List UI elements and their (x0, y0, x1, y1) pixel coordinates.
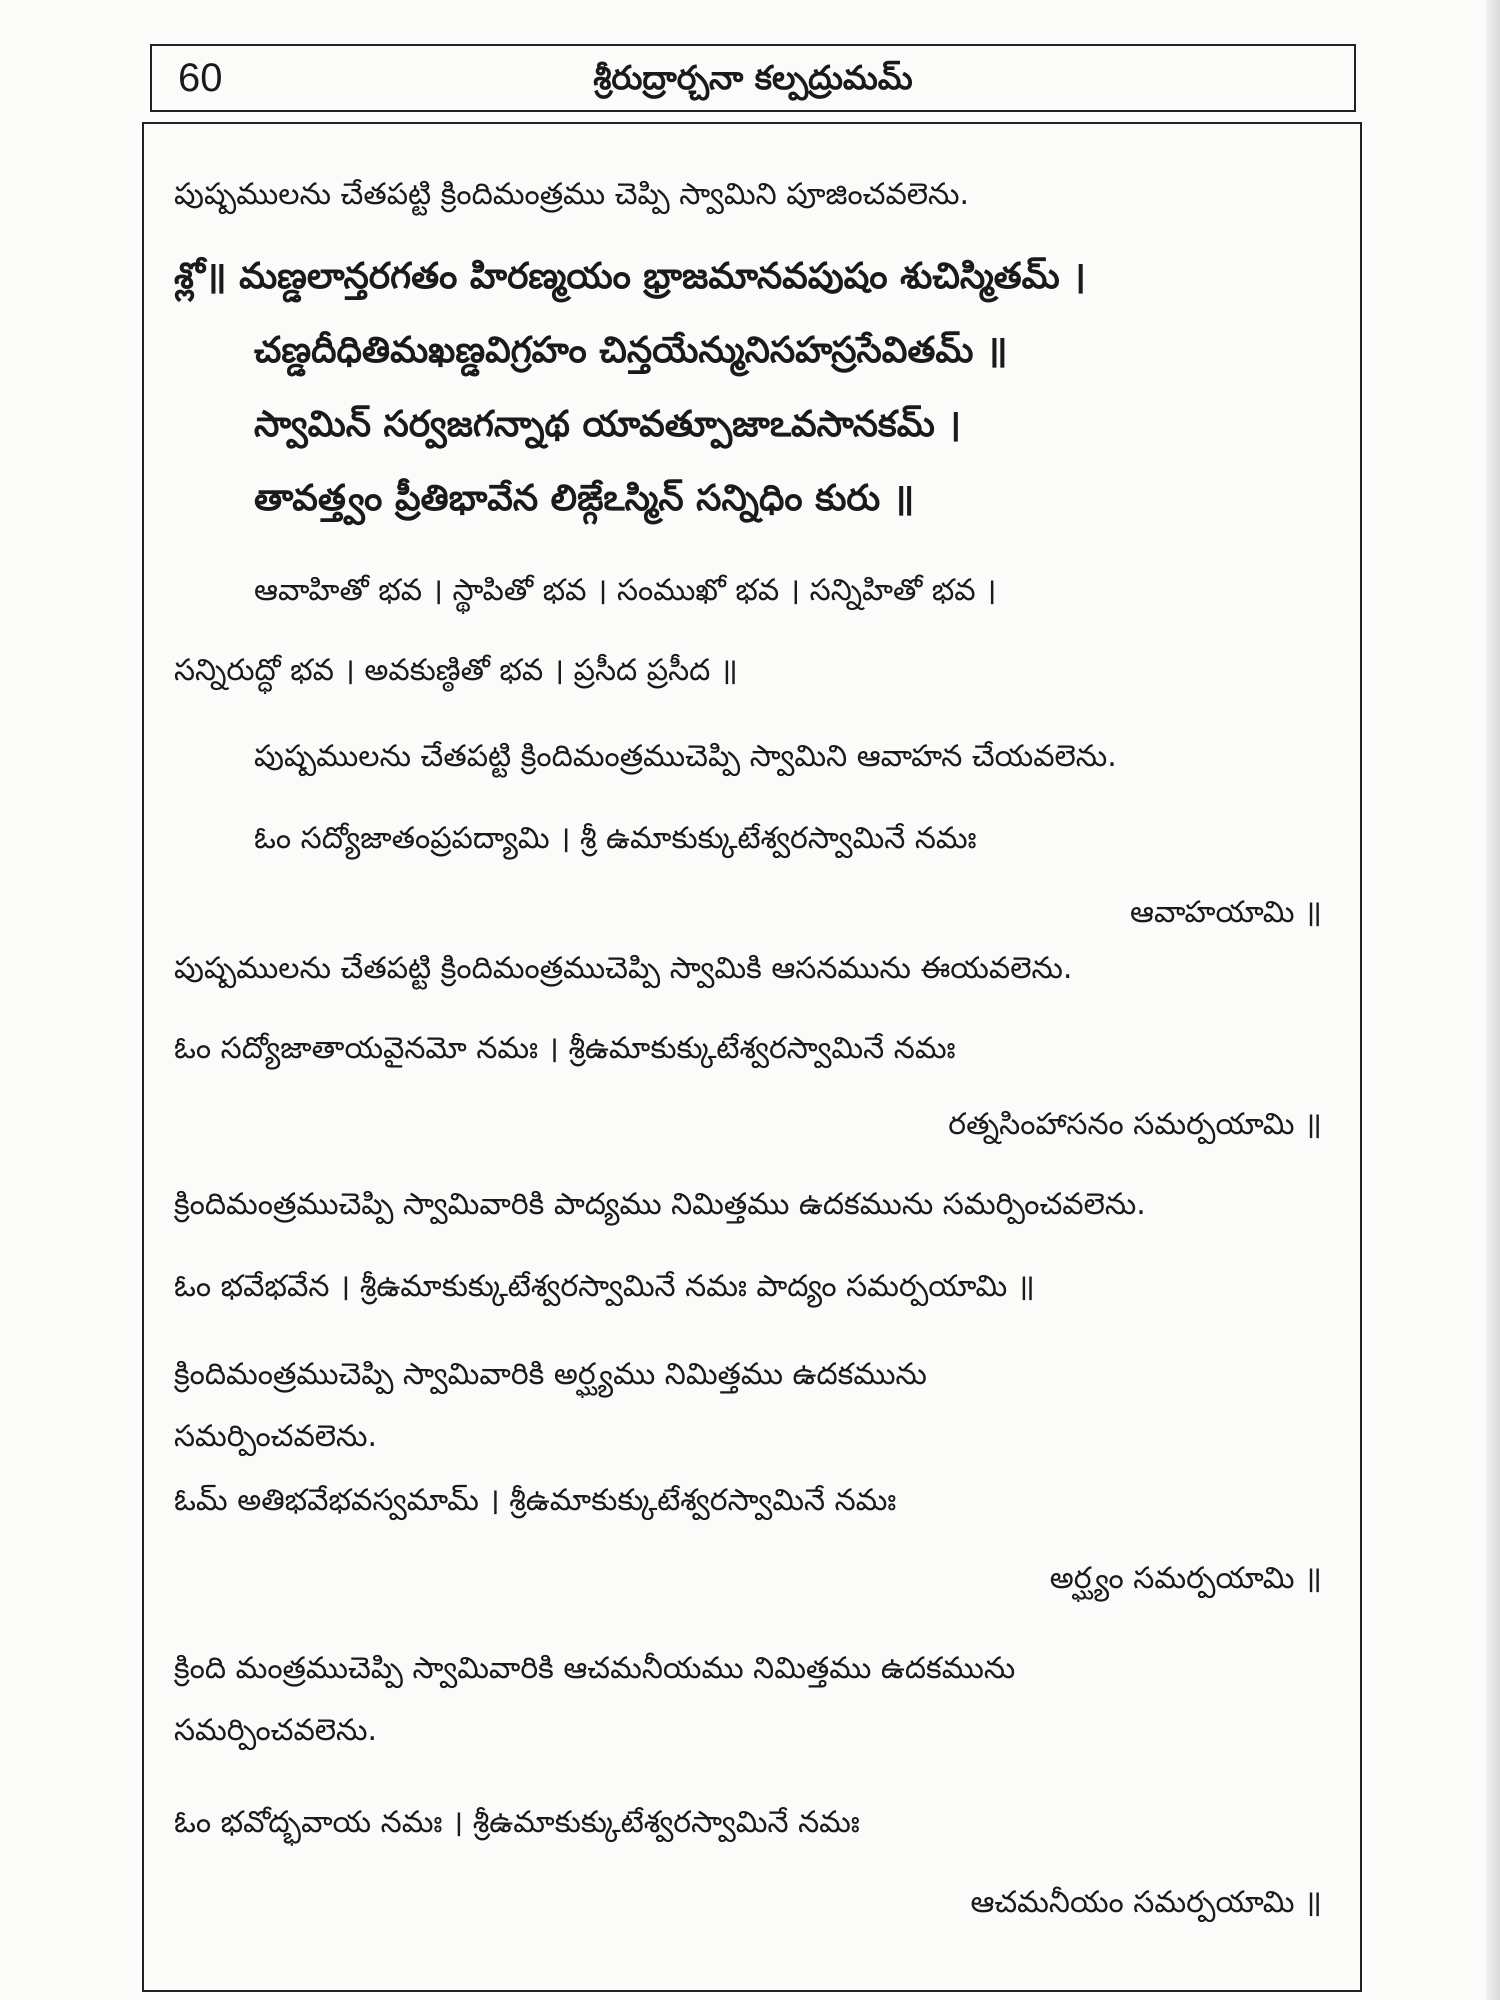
page-number: 60 (178, 56, 223, 100)
mantra-line: సన్నిరుద్ధో భవ । అవకుణ్ఠితో భవ । ప్రసీద ప్రసీద ॥ (174, 653, 738, 688)
mantra-line: ఓం భవేభవేన । శ్రీఉమాకుక్కుటేశ్వరస్వామినే నమః పాద్యం సమర్పయామి ॥ (174, 1269, 1035, 1304)
instruction-line: క్రిందిమంత్రముచెప్పి స్వామివారికి పాద్యము నిమిత్తము ఉదకమును సమర్పించవలెను. (174, 1187, 1146, 1222)
page-header (150, 44, 1356, 112)
instruction-line: క్రింది మంత్రముచెప్పి స్వామివారికి ఆచమనీయము నిమిత్తము ఉదకమును (174, 1651, 1016, 1686)
instruction-line-continued: సమర్పించవలెను. (174, 1713, 378, 1748)
instruction-line: పుష్పములను చేతపట్టి క్రిందిమంత్రముచెప్పి స్వామిని ఆవాహన చేయవలెను. (254, 739, 1117, 774)
mantra-line: ఓం సద్యోజాతంప్రపద్యామి । శ్రీ ఉమాకుక్కుటేశ్వరస్వామినే నమః (254, 821, 977, 856)
verse-line: శ్లో॥ మణ్డలాన్తరగతం హిరణ్మయం భ్రాజమానవపుషం శుచిస్మితమ్ । (174, 256, 1086, 297)
mantra-line-end: ఆచమనీయం సమర్పయామి ॥ (970, 1885, 1322, 1920)
verse-line: చణ్డదీధితిమఖణ్డవిగ్రహం చిన్తయేన్మునిసహస్రసేవితమ్ ॥ (254, 330, 1008, 371)
instruction-line: క్రిందిమంత్రముచెప్పి స్వామివారికి అర్ఘ్యము నిమిత్తము ఉదకమును (174, 1357, 927, 1392)
instruction-line: పుష్పములను చేతపట్టి క్రిందిమంత్రము చెప్పి స్వామిని పూజించవలెను. (174, 177, 970, 212)
mantra-line: ఆవాహితో భవ । స్థాపితో భవ । సంముఖో భవ । సన్నిహితో భవ । (254, 573, 997, 608)
instruction-line-continued: సమర్పించవలెను. (174, 1419, 378, 1454)
mantra-line-end: ఆవాహయామి ॥ (1130, 895, 1322, 930)
mantra-line: ఓం సద్యోజాతాయవైనమో నమః । శ్రీఉమాకుక్కుటేశ్వరస్వామినే నమః (174, 1031, 956, 1066)
mantra-line: ఓం భవోద్భవాయ నమః । శ్రీఉమాకుక్కుటేశ్వరస్వామినే నమః (174, 1805, 860, 1840)
page-title: శ్రీరుద్రార్చనా కల్పద్రుమమ్ (593, 58, 913, 97)
mantra-line-end: అర్ఘ్యం సమర్పయామి ॥ (1049, 1561, 1322, 1596)
mantra-line-end: రత్నసింహాసనం సమర్పయామి ॥ (948, 1107, 1322, 1142)
verse-line: తావత్త్వం ప్రీతిభావేన లిఙ్గేఽస్మిన్ సన్నిధిం కురు ॥ (254, 478, 915, 519)
verse-line: స్వామిన్ సర్వజగన్నాథ యావత్పూజాఽవసానకమ్ । (254, 404, 961, 445)
page-edge-shadow (1486, 0, 1500, 2000)
page-body (142, 122, 1362, 1992)
instruction-line: పుష్పములను చేతపట్టి క్రిందిమంత్రముచెప్పి స్వామికి ఆసనమును ఈయవలెను. (174, 951, 1073, 986)
mantra-line: ఓమ్ అతిభవేభవస్వమామ్ । శ్రీఉమాకుక్కుటేశ్వరస్వామినే నమః (174, 1483, 897, 1518)
